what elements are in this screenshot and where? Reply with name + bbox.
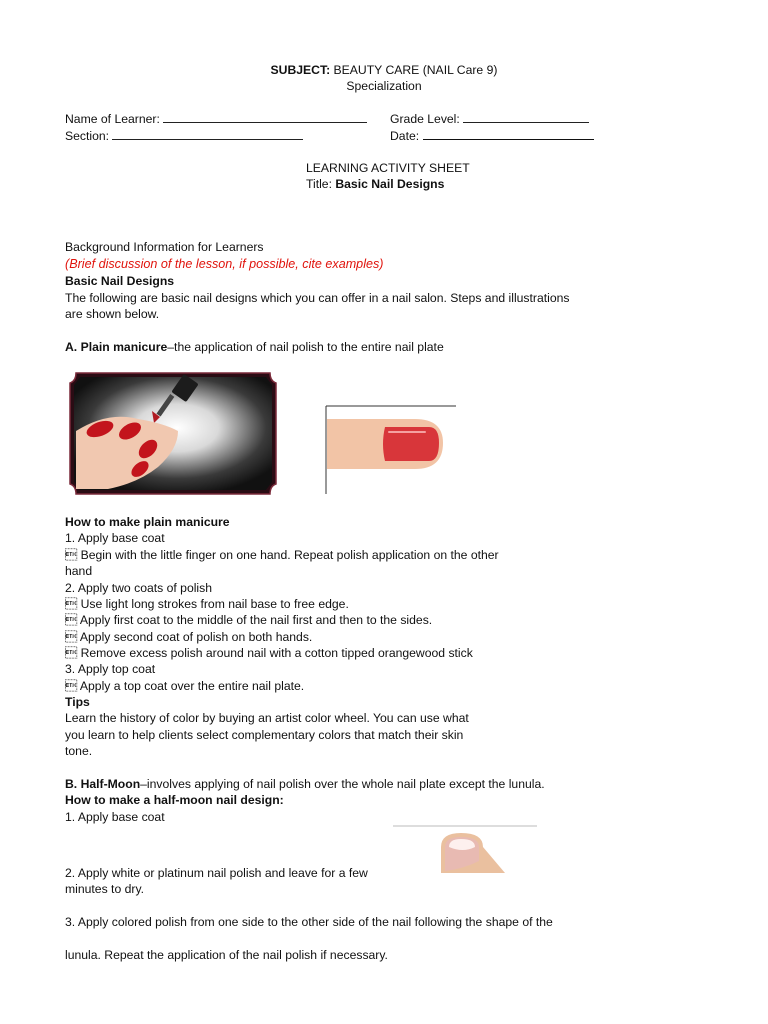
section-blank[interactable] — [112, 128, 303, 140]
name-blank[interactable] — [163, 111, 367, 123]
plain-step-line:  Begin with the little finger on one hand. Repeat polish application on the other — [65, 548, 499, 562]
subject-line — [0, 63, 768, 77]
intro-line-2: are shown below. — [65, 307, 160, 321]
sheet-heading: LEARNING ACTIVITY SHEET — [306, 161, 470, 175]
sheet-title — [306, 177, 444, 191]
basic-designs-heading: Basic Nail Designs — [65, 274, 175, 288]
plain-step-line:  Use light long strokes from nail base to free edge. — [65, 597, 349, 611]
section-a-heading — [65, 339, 444, 355]
section-b-desc: –involves applying of nail polish over the whole nail plate except the lunula. — [140, 777, 545, 791]
tips-line: you learn to help clients select complementary colors that match their skin — [65, 728, 464, 742]
grade-label: Grade Level: — [390, 112, 464, 126]
plain-step-line: 1. Apply base coat — [65, 531, 165, 545]
section-b-label: B. Half-Moon — [65, 777, 141, 791]
plain-howto-heading: How to make plain manicure — [65, 515, 230, 529]
section-a-desc: –the application of nail polish to the entire nail plate — [167, 340, 444, 354]
plain-step-line:  Apply second coat of polish on both hands. — [65, 630, 313, 644]
title-value: Basic Nail Designs — [335, 177, 445, 191]
grade-field — [390, 111, 589, 126]
halfmoon-step-3-line-1: 3. Apply colored polish from one side to the other side of the nail following the shape of the — [65, 915, 553, 929]
date-field — [390, 128, 594, 143]
plain-step-line: 3. Apply top coat — [65, 662, 156, 676]
tips-line: tone. — [65, 744, 93, 758]
section-field — [65, 128, 303, 143]
date-label: Date: — [390, 129, 423, 143]
halfmoon-step-2-line-1: 2. Apply white or platinum nail polish and leave for a few — [65, 866, 368, 880]
plain-step-line: hand — [65, 564, 93, 578]
name-field — [65, 111, 367, 126]
halfmoon-nail-art — [393, 825, 538, 875]
name-label: Name of Learner: — [65, 112, 164, 126]
section-b-heading — [65, 776, 545, 792]
halfmoon-howto-heading: How to make a half-moon nail design: — [65, 793, 284, 807]
tips-line: Learn the history of color by buying an artist color wheel. You can use what — [65, 711, 469, 725]
intro-line-1: The following are basic nail designs which you can offer in a nail salon. Steps and illustrations — [65, 291, 570, 305]
manicure-photo — [68, 371, 278, 496]
section-label: Section: — [65, 129, 113, 143]
section-a-label: A. Plain manicure — [65, 340, 168, 354]
background-heading: Background Information for Learners — [65, 240, 264, 254]
specialization: Specialization — [346, 79, 422, 93]
date-blank[interactable] — [423, 128, 594, 140]
grade-blank[interactable] — [463, 111, 589, 123]
plain-step-line:  Remove excess polish around nail with a cotton tipped orangewood stick — [65, 646, 473, 660]
plain-step-line:  Apply first coat to the middle of the nail first and then to the sides. — [65, 613, 433, 627]
plain-step-line:  Apply a top coat over the entire nail plate. — [65, 679, 305, 693]
subject-label: SUBJECT: — [270, 63, 331, 77]
halfmoon-step-3-line-2: lunula. Repeat the application of the nail polish if necessary. — [65, 948, 388, 962]
halfmoon-step-1: 1. Apply base coat — [65, 810, 165, 824]
plain-nail-art — [325, 405, 457, 495]
plain-nail-illustration — [325, 405, 457, 495]
background-note: (Brief discussion of the lesson, if possible, cite examples) — [65, 257, 384, 271]
halfmoon-step-2-line-2: minutes to dry. — [65, 882, 145, 896]
plain-step-line: 2. Apply two coats of polish — [65, 581, 213, 595]
subject-value: BEAUTY CARE (NAIL Care 9) — [330, 63, 498, 77]
title-label: Title: — [306, 177, 336, 191]
tips-heading: Tips — [65, 695, 90, 709]
halfmoon-nail-illustration — [393, 825, 538, 875]
manicure-photo-art — [68, 371, 278, 496]
